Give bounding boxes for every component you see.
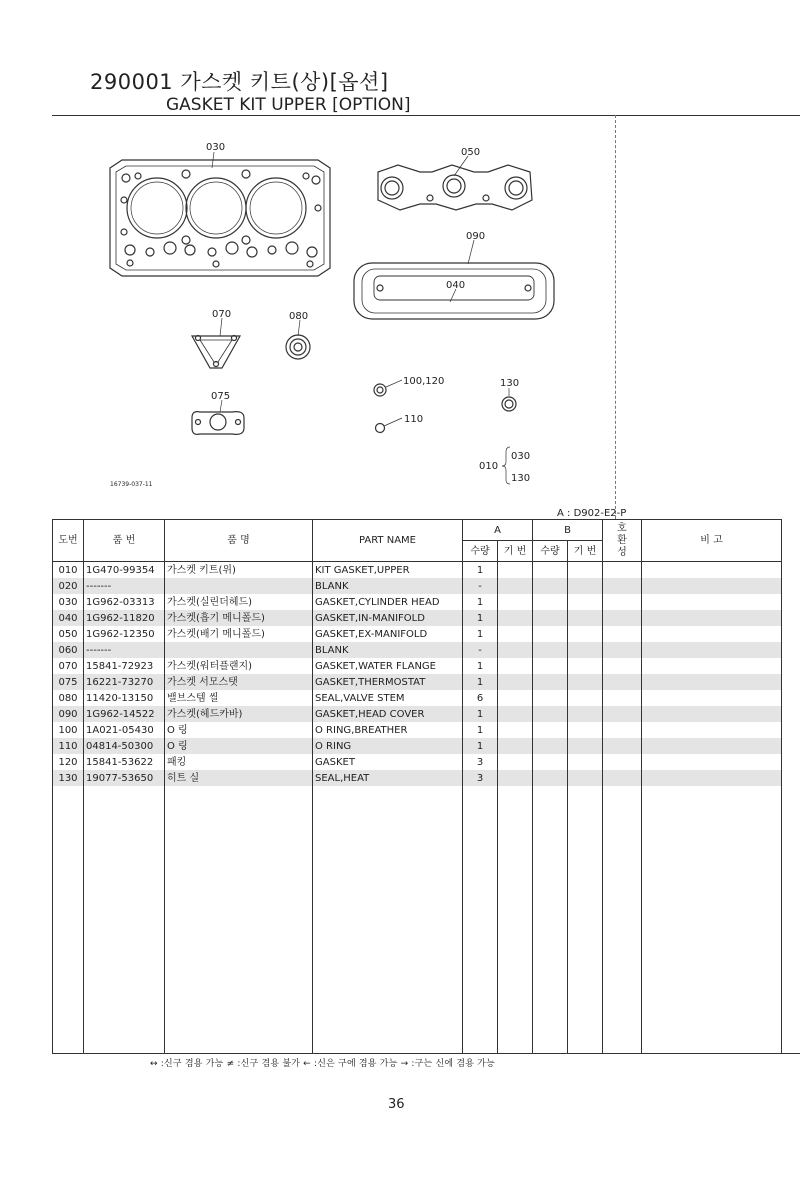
cell-name-en: GASKET,CYLINDER HEAD — [313, 594, 463, 610]
cell-ki-a — [498, 722, 533, 738]
callout-040: 040 — [446, 280, 466, 291]
cell-remarks — [642, 690, 782, 706]
cell-part-no: ------- — [84, 642, 165, 658]
cell-part-no: ------- — [84, 578, 165, 594]
cell-part-no: 1G962-11820 — [84, 610, 165, 626]
cell-remarks — [642, 642, 782, 658]
cell-ki-a — [498, 562, 533, 579]
cell-ki-b — [568, 562, 603, 579]
cell-qty-b — [533, 562, 568, 579]
cell-ki-b — [568, 658, 603, 674]
cell-ref-no: 130 — [53, 770, 84, 786]
cell-ki-a — [498, 626, 533, 642]
header-group-a: A — [463, 520, 533, 541]
table-row — [53, 594, 782, 610]
cell-qty-b — [533, 674, 568, 690]
cell-qty-b — [533, 626, 568, 642]
empty-cell — [84, 786, 165, 1054]
water-flange-gasket-drawing — [192, 336, 240, 369]
footer-rule — [52, 1053, 800, 1054]
model-code: A : D902-E2-P — [557, 508, 627, 519]
cell-name-en: BLANK — [313, 642, 463, 658]
cell-ki-a — [498, 658, 533, 674]
header-compatibility: 호 환 성 — [603, 520, 642, 562]
cell-name-ko: 가스켓(실린더헤드) — [165, 594, 313, 610]
cell-remarks — [642, 626, 782, 642]
valve-stem-seal-drawing — [286, 335, 310, 359]
table-row — [53, 738, 782, 754]
table-row — [53, 770, 782, 786]
cell-ki-b — [568, 722, 603, 738]
empty-cell — [498, 786, 533, 1054]
cell-qty-a: - — [463, 642, 498, 658]
cell-qty-a: 1 — [463, 562, 498, 579]
header-no: 도번 — [53, 520, 84, 562]
empty-cell — [165, 786, 313, 1054]
cell-ref-no: 080 — [53, 690, 84, 706]
cell-ref-no: 060 — [53, 642, 84, 658]
thermostat-gasket-drawing — [192, 412, 244, 435]
cell-compatibility — [603, 722, 642, 738]
cell-qty-a: 6 — [463, 690, 498, 706]
cell-ki-a — [498, 578, 533, 594]
page-number: 36 — [388, 1097, 405, 1112]
cell-part-no: 1G962-14522 — [84, 706, 165, 722]
table-row — [53, 562, 782, 579]
cell-name-en: GASKET — [313, 754, 463, 770]
page-title: 290001 가스켓 키트(상)[옵션] — [90, 70, 389, 94]
cell-name-en: KIT GASKET,UPPER — [313, 562, 463, 579]
cell-name-en: O RING,BREATHER — [313, 722, 463, 738]
cell-compatibility — [603, 754, 642, 770]
header-name-en: PART NAME — [313, 520, 463, 562]
cell-qty-b — [533, 738, 568, 754]
o-ring-breather-drawing — [374, 384, 386, 396]
cell-qty-a: 3 — [463, 770, 498, 786]
callout-110: 110 — [404, 414, 424, 425]
table-row — [53, 658, 782, 674]
cell-ki-a — [498, 690, 533, 706]
cell-ki-a — [498, 754, 533, 770]
cell-qty-a: - — [463, 578, 498, 594]
empty-cell — [533, 786, 568, 1054]
cell-name-en: BLANK — [313, 578, 463, 594]
callout-090: 090 — [466, 231, 486, 242]
cell-compatibility — [603, 706, 642, 722]
cell-ref-no: 010 — [53, 562, 84, 579]
cell-ref-no: 110 — [53, 738, 84, 754]
cell-name-ko: 히트 실 — [165, 770, 313, 786]
kit-callout-item-130: 130 — [511, 473, 531, 484]
cell-compatibility — [603, 642, 642, 658]
drawing-number: 16739-037-11 — [110, 481, 153, 488]
cell-qty-a: 1 — [463, 706, 498, 722]
cell-part-no: 15841-53622 — [84, 754, 165, 770]
cell-name-ko: 패킹 — [165, 754, 313, 770]
cell-remarks — [642, 706, 782, 722]
cell-ref-no: 020 — [53, 578, 84, 594]
parts-table — [52, 519, 782, 1054]
cell-qty-a: 3 — [463, 754, 498, 770]
callout-080: 080 — [289, 311, 309, 322]
cell-part-no: 1G962-12350 — [84, 626, 165, 642]
cell-compatibility — [603, 578, 642, 594]
cell-name-en: SEAL,VALVE STEM — [313, 690, 463, 706]
callout-070: 070 — [212, 309, 232, 320]
cell-name-en: O RING — [313, 738, 463, 754]
o-ring-drawing — [376, 424, 385, 433]
cell-part-no: 11420-13150 — [84, 690, 165, 706]
cell-ki-a — [498, 770, 533, 786]
cell-name-en: GASKET,IN-MANIFOLD — [313, 610, 463, 626]
cell-ref-no: 120 — [53, 754, 84, 770]
cell-ki-a — [498, 642, 533, 658]
cell-qty-b — [533, 642, 568, 658]
cell-qty-b — [533, 754, 568, 770]
cell-qty-b — [533, 706, 568, 722]
cell-name-ko: 가스켓 키트(위) — [165, 562, 313, 579]
cell-ki-b — [568, 578, 603, 594]
cell-ki-a — [498, 674, 533, 690]
cell-ki-b — [568, 594, 603, 610]
compatibility-legend: ↔ :신구 겸용 가능 ≠ :신구 겸용 불가 ← :신은 구에 겸용 가능 → :구는 신에 겸용 가능 — [150, 1059, 495, 1069]
cell-qty-a: 1 — [463, 674, 498, 690]
cell-part-no: 19077-53650 — [84, 770, 165, 786]
table-row — [53, 674, 782, 690]
cell-name-ko: 가스켓(워터플랜지) — [165, 658, 313, 674]
callout-130: 130 — [500, 378, 520, 389]
head-cover-gasket-drawing — [354, 263, 554, 319]
cell-ki-a — [498, 738, 533, 754]
cell-name-en: SEAL,HEAT — [313, 770, 463, 786]
header-ki-b: 기 번 — [568, 541, 603, 562]
callout-030: 030 — [206, 142, 226, 153]
cell-ref-no: 050 — [53, 626, 84, 642]
cell-qty-b — [533, 578, 568, 594]
heat-seal-drawing — [502, 397, 516, 411]
cell-part-no: 04814-50300 — [84, 738, 165, 754]
cell-ki-b — [568, 642, 603, 658]
cell-compatibility — [603, 674, 642, 690]
cell-name-ko — [165, 578, 313, 594]
cell-remarks — [642, 610, 782, 626]
cell-compatibility — [603, 594, 642, 610]
cell-name-ko: O 링 — [165, 738, 313, 754]
cell-compatibility — [603, 626, 642, 642]
cell-ref-no: 090 — [53, 706, 84, 722]
cell-name-ko: 가스켓(흡기 메니폴드) — [165, 610, 313, 626]
empty-cell — [53, 786, 84, 1054]
header-part-no: 품 번 — [84, 520, 165, 562]
cell-remarks — [642, 754, 782, 770]
empty-cell — [568, 786, 603, 1054]
cell-compatibility — [603, 690, 642, 706]
cell-ref-no: 040 — [53, 610, 84, 626]
table-empty-space — [53, 786, 782, 1054]
cell-remarks — [642, 594, 782, 610]
cell-remarks — [642, 658, 782, 674]
cell-remarks — [642, 578, 782, 594]
cell-remarks — [642, 722, 782, 738]
cell-ki-b — [568, 738, 603, 754]
cell-compatibility — [603, 658, 642, 674]
cell-qty-b — [533, 658, 568, 674]
cell-remarks — [642, 738, 782, 754]
cell-part-no: 16221-73270 — [84, 674, 165, 690]
cell-ki-a — [498, 706, 533, 722]
cell-name-ko: O 링 — [165, 722, 313, 738]
cell-qty-a: 1 — [463, 738, 498, 754]
header-group-b: B — [533, 520, 603, 541]
table-row — [53, 626, 782, 642]
parts-diagram — [0, 0, 800, 520]
table-row — [53, 754, 782, 770]
cell-qty-a: 1 — [463, 658, 498, 674]
cell-ref-no: 030 — [53, 594, 84, 610]
cell-ki-b — [568, 770, 603, 786]
cell-ki-b — [568, 754, 603, 770]
cell-remarks — [642, 770, 782, 786]
cell-qty-a: 1 — [463, 626, 498, 642]
header-remarks: 비 고 — [642, 520, 782, 562]
cell-name-ko: 가스켓(배기 메니폴드) — [165, 626, 313, 642]
header-qty-a: 수량 — [463, 541, 498, 562]
cell-ki-a — [498, 610, 533, 626]
table-row — [53, 642, 782, 658]
cylinder-head-gasket-drawing — [110, 160, 330, 276]
header-name-ko: 품 명 — [165, 520, 313, 562]
cell-qty-a: 1 — [463, 594, 498, 610]
callout-050: 050 — [461, 147, 481, 158]
table-row — [53, 722, 782, 738]
cell-compatibility — [603, 770, 642, 786]
kit-callout-prefix: 010 — [479, 461, 499, 472]
cell-remarks — [642, 674, 782, 690]
cell-compatibility — [603, 562, 642, 579]
cell-ki-b — [568, 610, 603, 626]
cell-qty-b — [533, 690, 568, 706]
table-row — [53, 610, 782, 626]
callout-100-120: 100,120 — [403, 376, 445, 387]
ex-manifold-gasket-drawing — [378, 165, 532, 210]
cell-part-no: 1G470-99354 — [84, 562, 165, 579]
cell-ref-no: 100 — [53, 722, 84, 738]
cell-ki-b — [568, 706, 603, 722]
cell-part-no: 15841-72923 — [84, 658, 165, 674]
cell-name-ko — [165, 642, 313, 658]
kit-callout-item-030: 030 — [511, 451, 531, 462]
cell-qty-b — [533, 594, 568, 610]
cell-ki-b — [568, 626, 603, 642]
cell-ki-b — [568, 690, 603, 706]
header-ki-a: 기 번 — [498, 541, 533, 562]
cell-name-ko: 밸브스템 씰 — [165, 690, 313, 706]
cell-ref-no: 075 — [53, 674, 84, 690]
page-subtitle: GASKET KIT UPPER [OPTION] — [166, 95, 411, 115]
cell-qty-b — [533, 610, 568, 626]
cell-qty-b — [533, 722, 568, 738]
cell-qty-a: 1 — [463, 610, 498, 626]
cell-ki-a — [498, 594, 533, 610]
cell-name-en: GASKET,HEAD COVER — [313, 706, 463, 722]
cell-qty-a: 1 — [463, 722, 498, 738]
empty-cell — [313, 786, 463, 1054]
table-row — [53, 690, 782, 706]
cell-ki-b — [568, 674, 603, 690]
empty-cell — [642, 786, 782, 1054]
cell-compatibility — [603, 610, 642, 626]
cell-qty-b — [533, 770, 568, 786]
cell-name-ko: 가스켓 서모스탯 — [165, 674, 313, 690]
empty-cell — [463, 786, 498, 1054]
empty-cell — [603, 786, 642, 1054]
header-qty-b: 수량 — [533, 541, 568, 562]
cell-part-no: 1G962-03313 — [84, 594, 165, 610]
table-row — [53, 578, 782, 594]
cell-name-en: GASKET,WATER FLANGE — [313, 658, 463, 674]
cell-name-en: GASKET,THERMOSTAT — [313, 674, 463, 690]
cell-name-en: GASKET,EX-MANIFOLD — [313, 626, 463, 642]
cell-remarks — [642, 562, 782, 579]
table-row — [53, 706, 782, 722]
callout-075: 075 — [211, 391, 231, 402]
cell-name-ko: 가스켓(헤드카바) — [165, 706, 313, 722]
cell-compatibility — [603, 738, 642, 754]
cell-ref-no: 070 — [53, 658, 84, 674]
cell-part-no: 1A021-05430 — [84, 722, 165, 738]
